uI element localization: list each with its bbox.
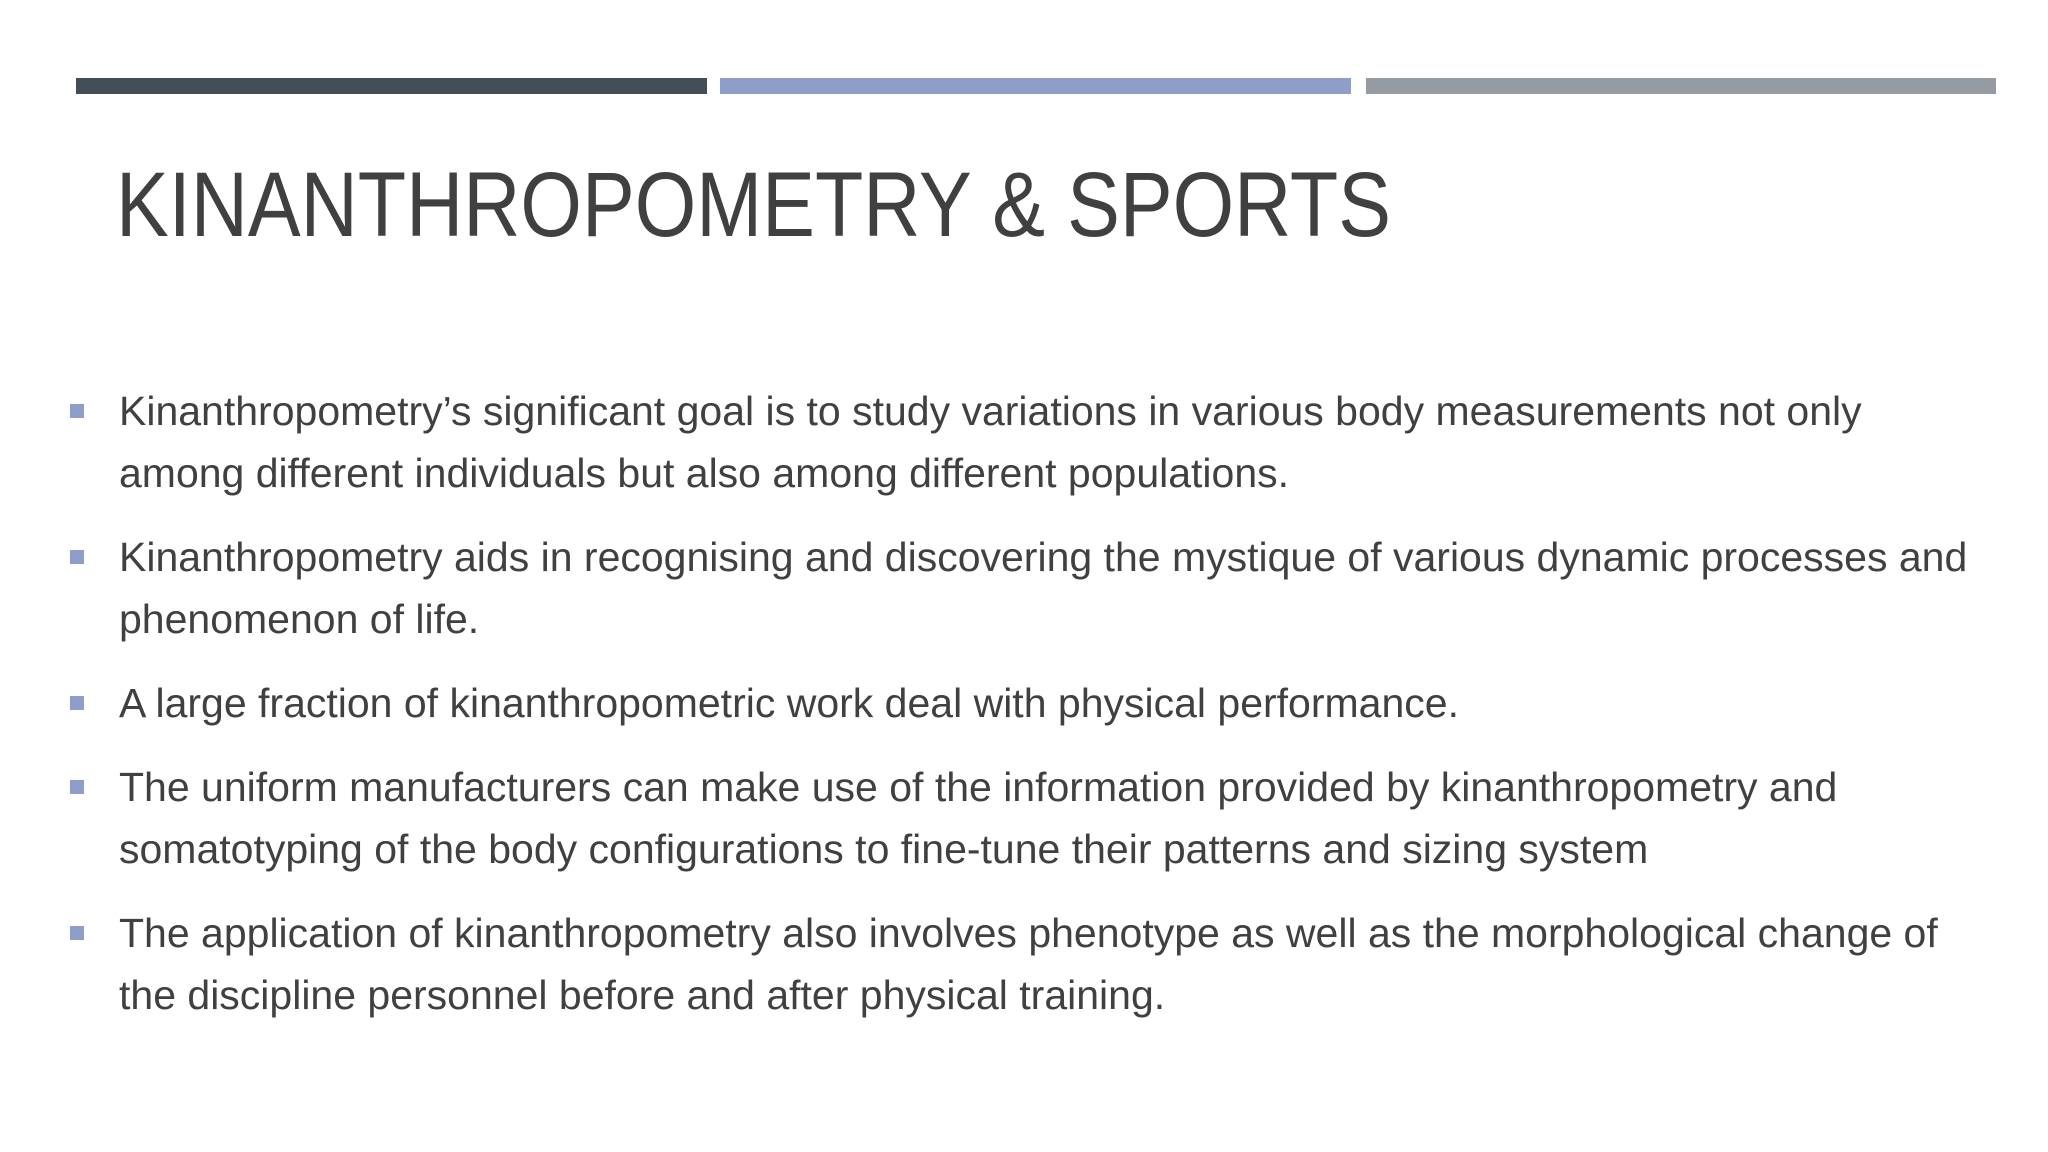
- accent-bar-blue: [720, 78, 1351, 94]
- bullet-list: [0, 380, 2048, 1048]
- bullet-item: [0, 756, 2048, 880]
- bullet-item: [0, 526, 2048, 650]
- slide-title: KINANTHROPOMETRY & SPORTS: [116, 154, 1391, 256]
- bullet-item: [0, 380, 2048, 504]
- square-bullet-icon: [70, 926, 84, 940]
- bullet-text: Kinanthropometry’s significant goal is to study variations in various body measurements not only among different individuals but also among different populations.: [119, 388, 1862, 496]
- bullet-item: [0, 902, 2048, 1026]
- square-bullet-icon: [70, 550, 84, 564]
- accent-bar-gray: [1366, 78, 1996, 94]
- bullet-text: The uniform manufacturers can make use of the information provided by kinanthropometry and somatotyping of the body configurations to fine-tune their patterns and sizing system: [119, 764, 1838, 872]
- bullet-text: Kinanthropometry aids in recognising and discovering the mystique of various dynamic processes and phenomenon of life.: [119, 534, 1968, 642]
- square-bullet-icon: [70, 404, 84, 418]
- square-bullet-icon: [70, 780, 84, 794]
- bullet-item: [0, 672, 2048, 734]
- accent-bar-dark: [76, 78, 707, 94]
- square-bullet-icon: [70, 696, 84, 710]
- bullet-text: A large fraction of kinanthropometric work deal with physical performance.: [119, 680, 1459, 726]
- bullet-text: The application of kinanthropometry also involves phenotype as well as the morphological change of the discipline personnel before and after physical training.: [119, 910, 1938, 1018]
